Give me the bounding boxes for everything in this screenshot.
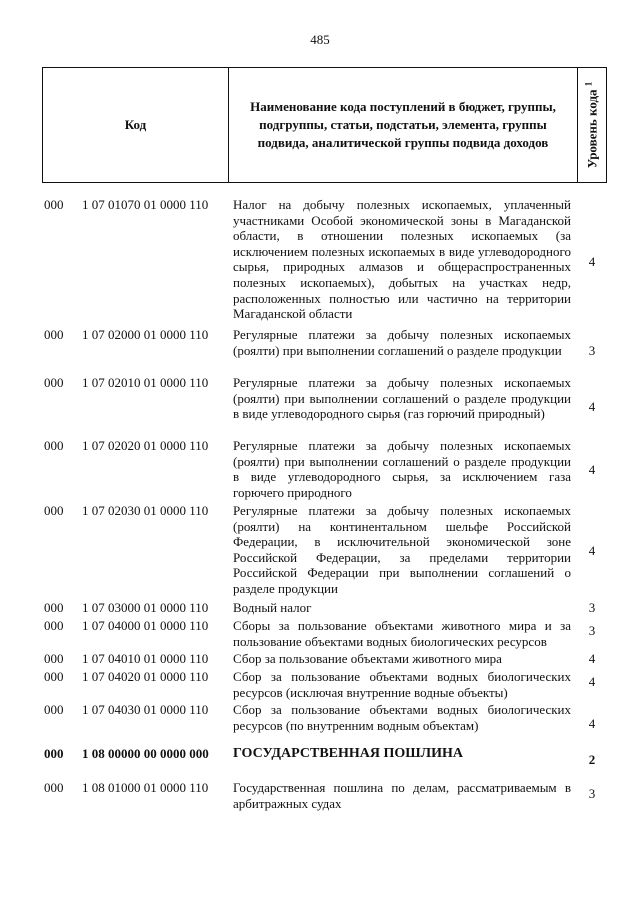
- row-prefix: 000: [44, 600, 64, 615]
- row-level: 4: [588, 651, 596, 666]
- row-code: 1 07 02030 01 0000 110: [82, 503, 209, 518]
- row-code: 1 07 02000 01 0000 110: [82, 327, 209, 342]
- header-level-footnote: 1: [583, 81, 594, 87]
- row-prefix: 000: [44, 438, 64, 453]
- row-description: Государственная пошлина по делам, рассматриваемым в арбитражных судах: [233, 780, 571, 811]
- row-description: Водный налог: [233, 600, 312, 615]
- row-code: 1 07 04010 01 0000 110: [82, 651, 209, 666]
- row-code: 1 07 01070 01 0000 110: [82, 197, 209, 212]
- row-prefix: 000: [44, 503, 64, 518]
- row-description: Регулярные платежи за добычу полезных ископаемых (роялти) при выполнении соглашений о разделе продукции в виде углеводородного сырья, за исключением газа горючего природного: [233, 438, 571, 500]
- row-level: 2: [588, 752, 596, 767]
- row-level: 3: [588, 623, 596, 638]
- row-description: ГОСУДАРСТВЕННАЯ ПОШЛИНА: [233, 746, 463, 761]
- row-description: Налог на добычу полезных ископаемых, уплаченный участниками Особой экономической зоны в Магаданской области, в отношении полезных ископаемых (за исключением полезных ископаемых в виде углеводородного сырья, природных алмазов и общераспространенных полезных ископаемых), добытых на участках недр, расположенных полностью или частично на территории Магаданской области: [233, 197, 571, 322]
- row-prefix: 000: [44, 669, 64, 684]
- row-level: 3: [588, 786, 596, 801]
- header-level-cell: [578, 68, 607, 183]
- row-description: Сбор за пользование объектами водных биологических ресурсов (исключая внутренние водные объекты): [233, 669, 571, 700]
- table-header: [42, 67, 607, 183]
- row-code: 1 07 03000 01 0000 110: [82, 600, 209, 615]
- row-prefix: 000: [44, 746, 64, 761]
- row-prefix: 000: [44, 197, 64, 212]
- row-description: Регулярные платежи за добычу полезных ископаемых (роялти) при выполнении соглашений о разделе продукции: [233, 327, 571, 358]
- row-description: Регулярные платежи за добычу полезных ископаемых (роялти) при выполнении соглашений о разделе продукции в виде углеводородного сырья (газ горючий природный): [233, 375, 571, 422]
- row-code: 1 07 04000 01 0000 110: [82, 618, 209, 633]
- row-code: 1 07 02020 01 0000 110: [82, 438, 209, 453]
- row-description: Сбор за пользование объектами водных биологических ресурсов (по внутренним водным объектам): [233, 702, 571, 733]
- row-description: Сборы за пользование объектами животного мира и за пользование объектами водных биологических ресурсов: [233, 618, 571, 649]
- row-level: 4: [588, 674, 596, 689]
- row-prefix: 000: [44, 651, 64, 666]
- row-level: 4: [588, 399, 596, 414]
- row-level: 3: [588, 343, 596, 358]
- row-code: 1 08 00000 00 0000 000: [82, 746, 209, 761]
- row-level: 4: [588, 462, 596, 477]
- row-prefix: 000: [44, 618, 64, 633]
- row-level: 3: [588, 600, 596, 615]
- row-prefix: 000: [44, 702, 64, 717]
- row-level: 4: [588, 254, 596, 269]
- row-level: 4: [588, 543, 596, 558]
- row-code: 1 07 02010 01 0000 110: [82, 375, 209, 390]
- header-level-label: [583, 82, 600, 169]
- page-number: 485: [310, 32, 330, 47]
- row-prefix: 000: [44, 327, 64, 342]
- row-description: Регулярные платежи за добычу полезных ископаемых (роялти) на континентальном шельфе Российской Федерации, в исключительной экономической зоне Российской Федерации, за пределами территории Российской Федерации при выполнении соглашений о разделе продукции: [233, 503, 571, 596]
- row-level: 4: [588, 716, 596, 731]
- row-prefix: 000: [44, 375, 64, 390]
- row-code: 1 07 04030 01 0000 110: [82, 702, 209, 717]
- row-code: 1 07 04020 01 0000 110: [82, 669, 209, 684]
- header-code-label: Код: [43, 68, 229, 183]
- header-level-text: Уровень кода: [584, 89, 600, 169]
- header-name-label: Наименование кода поступлений в бюджет, группы, подгруппы, статьи, подстатьи, элемента, группы подвида, аналитической группы подвида доходов: [229, 68, 578, 183]
- row-prefix: 000: [44, 780, 64, 795]
- row-description: Сбор за пользование объектами животного мира: [233, 651, 502, 666]
- row-code: 1 08 01000 01 0000 110: [82, 780, 209, 795]
